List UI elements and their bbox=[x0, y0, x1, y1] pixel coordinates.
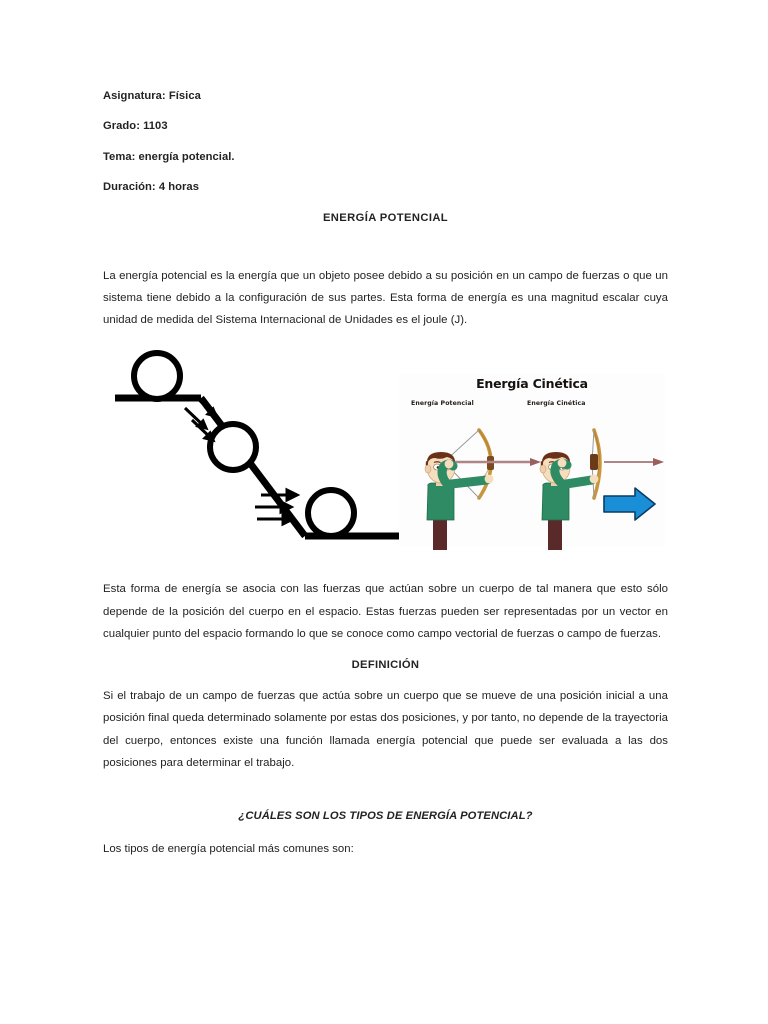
archer-illustration bbox=[399, 374, 665, 546]
meta-line-asignatura: Asignatura: Física bbox=[103, 90, 201, 102]
figure-row bbox=[103, 348, 668, 548]
archer-figure-title: Energía Cinética bbox=[476, 376, 588, 392]
closing-line: Los tipos de energía potencial más comunes son: bbox=[103, 843, 354, 856]
definition-heading: DEFINICIÓN bbox=[351, 659, 420, 672]
meta-spacer bbox=[103, 134, 668, 151]
archer-label-potential: Energía Potencial bbox=[411, 400, 474, 408]
question-heading: ¿CUÁLES SON LOS TIPOS DE ENERGÍA POTENCIAL? bbox=[238, 810, 533, 823]
blue-motion-arrow bbox=[604, 488, 655, 520]
paragraph-forces: Esta forma de energía se asocia con las fuerzas que actúan sobre un cuerpo de tal manera que esto sólo depende de la posición del cuerpo en el espacio. Estas fuerzas pueden ser representadas por un vector en cualquier punto del espacio formando lo que se conoce como campo vectorial de fuerzas o campo de fuerzas. bbox=[103, 583, 668, 640]
meta-spacer bbox=[103, 164, 668, 181]
document-content bbox=[103, 0, 668, 860]
meta-line-tema: Tema: energía potencial. bbox=[103, 150, 235, 163]
incline-diagram bbox=[109, 350, 405, 548]
meta-line-duracion: Duración: 4 horas bbox=[103, 181, 199, 194]
meta-spacer bbox=[103, 103, 668, 120]
paragraph-intro: La energía potencial es la energía que un objeto posee debido a su posición en un campo de fuerzas o que un sistema tiene debido a la configuración de sus partes. Esta forma de energía es una magnitud escalar cuya unidad de medida del Sistema Internacional de Unidades es el joule (J). bbox=[103, 269, 668, 327]
archer-label-kinetic: Energía Cinética bbox=[527, 400, 586, 408]
paragraph-definition: Si el trabajo de un campo de fuerzas que actúa sobre un cuerpo que se mueve de una posición inicial a una posición final queda determinado solamente por estas dos posiciones, y por tanto, no depende de la trayectoria del cuerpo, entonces existe una función llamada energía potencial que puede ser evaluada a las dos posiciones para determinar el trabajo. bbox=[103, 690, 668, 769]
page-title: ENERGÍA POTENCIAL bbox=[322, 211, 449, 224]
meta-line-grado: Grado: 1103 bbox=[103, 120, 168, 133]
